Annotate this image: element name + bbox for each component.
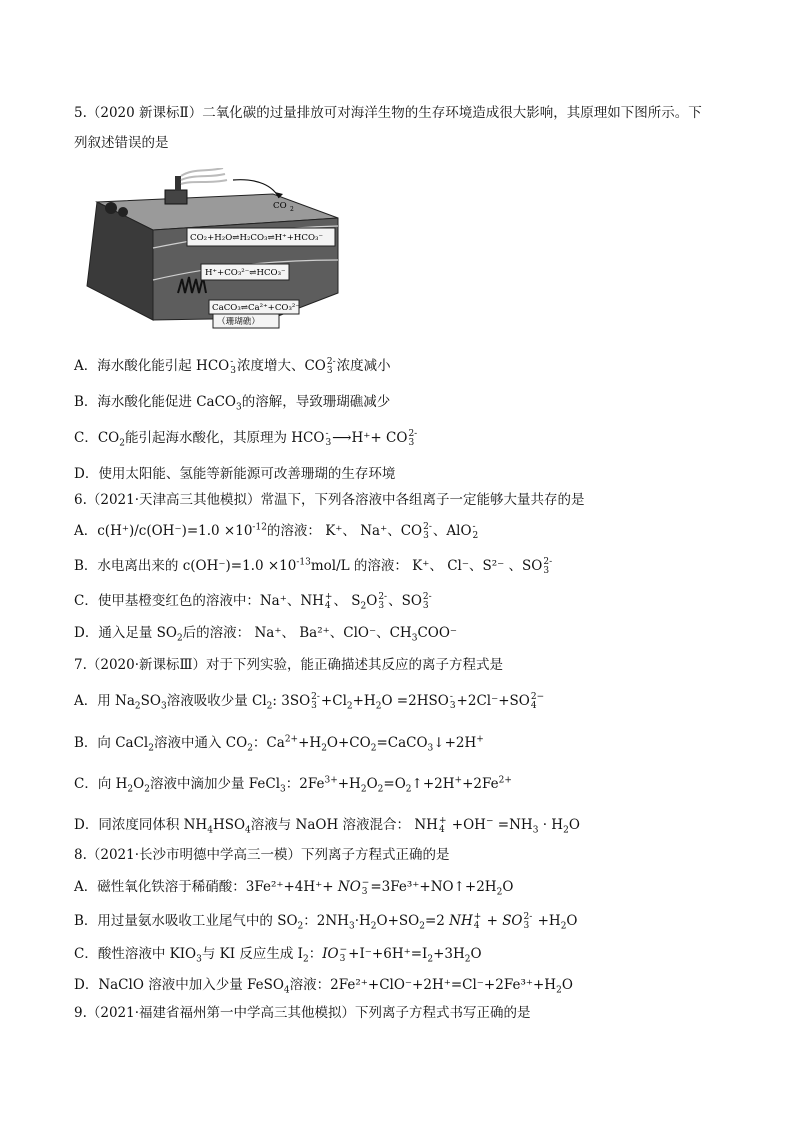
q6-option-b: B．水电离出来的 $c(OH^-)=1.0 \times 10^{-13}mol/L$ 的溶液： K⁺、 Cl⁻、S²⁻ 、SO 2- 3: [74, 556, 553, 576]
q5-option-d: D．使用太阳能、氢能等新能源可改善珊瑚的生存环境: [74, 466, 396, 482]
ocean-acidification-figure: [83, 168, 345, 330]
q6-option-a: A．$c(H^+)/c(OH^-)=1.0 \times 10^{-12}$的溶液： K⁺、 Na⁺、CO 2- 3 、AlO - 2: [74, 521, 479, 541]
co2-label: CO: [273, 201, 287, 211]
q7-option-b: B．向 CaCl$_2$溶液中通入 $CO_2$：$Ca^{2+}+H_2O+CO_2=CaCO_3↓+2H^+$: [74, 734, 484, 754]
q6-option-d: D．通入足量 $SO_2$后的溶液： Na⁺、 Ba²⁺、ClO⁻、$CH_3COO^-$: [74, 625, 458, 644]
q8-option-b: B．用过量氨水吸收工业尾气中的 $SO_2$：$2NH_3\cdot H_2O+SO_2=2$ NH + 4 + SO 2- 3 $+H_2O$: [74, 911, 578, 932]
q7-stem: 7.（2020·新课标Ⅲ）对于下列实验，能正确描述其反应的离子方程式是: [74, 657, 504, 673]
coral-reef-label: （珊瑚礁）: [217, 317, 260, 327]
q8-stem: 8.（2021·长沙市明德中学高三一模）下列离子方程式正确的是: [74, 847, 450, 863]
q8-option-d: D．NaClO 溶液中加入少量 FeSO$_4$溶液：$2Fe^{2+}+ClO^-+2H^+=Cl^-+2Fe^{3+}+H_2O$: [74, 977, 573, 996]
q7-option-d: D．同浓度同体积 $NH_4HSO_4$溶液与 NaOH 溶液混合： NH + 4 $+OH^- =NH_3 \cdot H_2O$: [74, 815, 580, 836]
q5-option-a: A．海水酸化能引起 HCO - 3 浓度增大、CO 2- 3 浓度减小: [74, 356, 391, 376]
q8-option-a: A．磁性氧化铁溶于稀硝酸：3Fe²⁺+4H⁺+ NO − 3 $=3Fe^{3+}+NO↑+2H_2O$: [74, 877, 514, 898]
ocean-block-diagram: [83, 168, 345, 330]
equilibrium-1: CO₂+H₂O⇌H₂CO₃⇌H⁺+HCO₃⁻: [190, 233, 323, 243]
q8-option-c: C．酸性溶液中 $KIO_3$与 KI 反应生成 $I_2$：IO − 3 $+I^-+6H^+=I_2+3H_2O$: [74, 944, 482, 965]
q6-stem: 6.（2021·天津高三其他模拟）常温下，下列各溶液中各组离子一定能够大量共存的是: [74, 492, 585, 508]
svg-text:2: 2: [290, 206, 294, 213]
q6-option-c: C．使甲基橙变红色的溶液中：Na⁺、NH + 4 、 $S_2O$ 2- 3 、SO 2- 3: [74, 591, 432, 612]
q5-stem-line2: 列叙述错误的是: [74, 135, 169, 151]
equilibrium-3: CaCO₃⇌Ca²⁺+CO₃²⁻: [212, 303, 300, 313]
q7-option-a: A．用 $Na_2SO_3$溶液吸收少量 $Cl_2$: 3SO 2- 3 $+Cl_2+H_2O =2HSO$ - 3 +2Cl⁻+SO 2− 4: [74, 691, 545, 712]
q5-option-b: B．海水酸化能促进 CaCO$_3$的溶解，导致珊瑚礁减少: [74, 394, 391, 413]
equilibrium-2: H⁺+CO₃²⁻⇌HCO₃⁻: [205, 268, 286, 278]
q9-stem: 9.（2021·福建省福州第一中学高三其他模拟）下列离子方程式书写正确的是: [74, 1005, 531, 1021]
q7-option-c: C．向 $H_2O_2$溶液中滴加少量 FeCl$_3$：$2Fe^{3+}+H_2O_2=O_2↑+2H^++2Fe^{2+}$: [74, 775, 512, 795]
q5-option-c: C．$CO_2$能引起海水酸化，其原理为 HCO - 3 ⟶H⁺+ CO 2- 3: [74, 428, 418, 449]
q5-stem-line1: 5.（2020 新课标Ⅱ）二氧化碳的过量排放可对海洋生物的生存环境造成很大影响，其原理如下图所示。下: [74, 105, 702, 121]
